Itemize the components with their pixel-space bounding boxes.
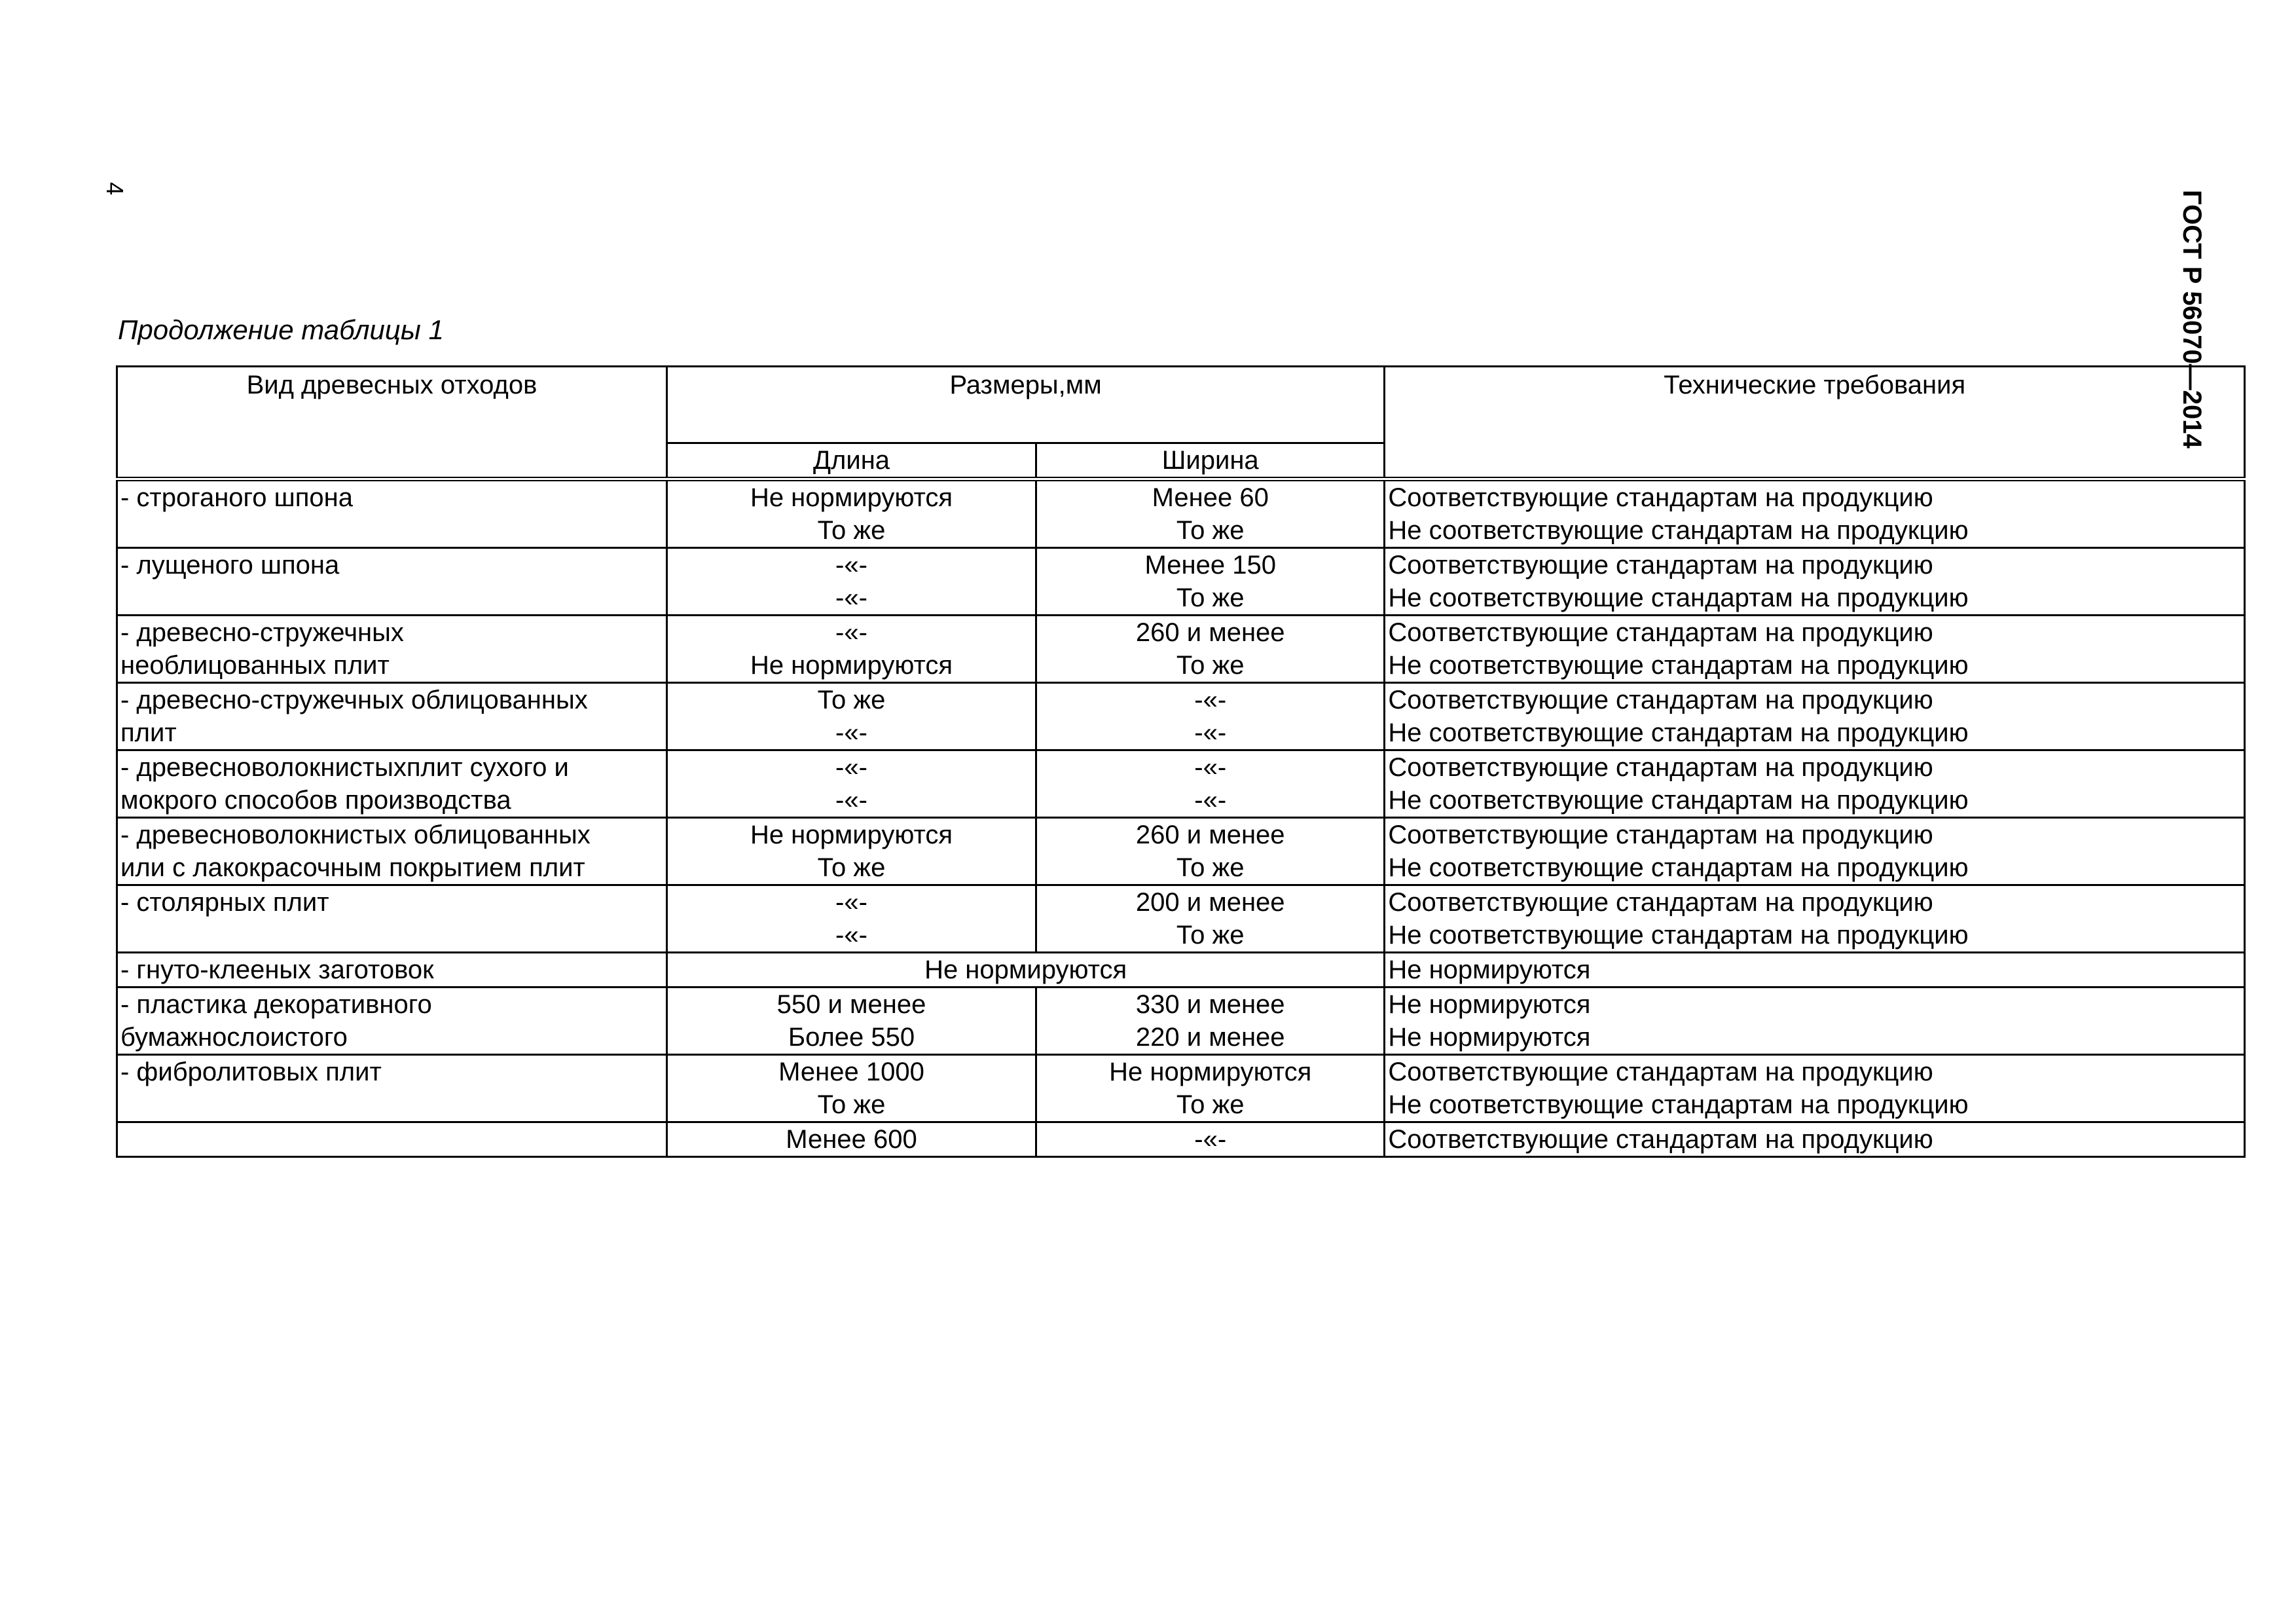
table-row [117, 479, 2245, 548]
cell-width-line: То же [1176, 583, 1245, 612]
header-requirements: Технические требования [1385, 367, 2245, 479]
cell-waste-type-line: - столярных плит [120, 888, 329, 917]
cell-requirements-line: Не соответствующие стандартам на продукцию [1388, 718, 1969, 747]
cell-length-line: Менее 600 [786, 1125, 917, 1154]
cell-length [666, 885, 1036, 953]
cell-requirements [1385, 1122, 2245, 1157]
cell-waste-type-line: плит [120, 718, 177, 747]
cell-length [666, 479, 1036, 548]
cell-width-line: 220 и менее [1135, 1023, 1285, 1052]
cell-waste-type [117, 548, 667, 616]
cell-length-line: Не нормируются [750, 483, 953, 512]
cell-waste-type [117, 818, 667, 885]
cell-waste-type [117, 1122, 667, 1157]
cell-width [1036, 818, 1385, 885]
table-row [117, 987, 2245, 1055]
cell-length-line: Более 550 [788, 1023, 915, 1052]
cell-width-line: 200 и менее [1135, 888, 1285, 917]
cell-waste-type [117, 683, 667, 750]
cell-requirements-line: Соответствующие стандартам на продукцию [1388, 753, 1933, 782]
table-row [117, 616, 2245, 683]
table-header-row [117, 367, 2245, 443]
cell-waste-type-line [120, 581, 663, 614]
cell-length-line: То же [817, 853, 886, 882]
cell-requirements-line: Не соответствующие стандартам на продукцию [1388, 853, 1969, 882]
cell-length-line: -«- [835, 753, 867, 782]
cell-length-line: -«- [835, 921, 867, 950]
cell-requirements-line: Не соответствующие стандартам на продукцию [1388, 651, 1969, 680]
header-length: Длина [666, 443, 1036, 479]
cell-waste-type-line: необлицованных плит [120, 651, 390, 680]
cell-length-line: То же [817, 1090, 886, 1119]
cell-length [666, 750, 1036, 818]
cell-width-line: Не нормируются [1109, 1058, 1312, 1086]
table-row [117, 953, 2245, 987]
table-row [117, 750, 2245, 818]
cell-waste-type-line: - древесно-стружечных [120, 618, 404, 647]
document-code: ГОСТ Р 56070—2014 [2178, 190, 2206, 449]
cell-length-line: -«- [835, 888, 867, 917]
cell-width [1036, 750, 1385, 818]
cell-requirements-line: Не нормируются [1388, 990, 1591, 1019]
cell-width [1036, 885, 1385, 953]
cell-waste-type-line: - древесноволокнистых облицованных [120, 821, 591, 849]
cell-requirements-line: Не соответствующие стандартам на продукцию [1388, 921, 1969, 950]
cell-length-line: Не нормируются [750, 651, 953, 680]
cell-waste-type [117, 1055, 667, 1122]
cell-length [666, 683, 1036, 750]
cell-size-merged-line: Не нормируются [924, 955, 1127, 984]
cell-waste-type-line: мокрого способов производства [120, 786, 511, 815]
cell-length-line: -«- [835, 718, 867, 747]
cell-requirements [1385, 885, 2245, 953]
cell-waste-type-line: - лущеного шпона [120, 551, 340, 580]
cell-waste-type-line: - пластика декоративного [120, 990, 432, 1019]
cell-waste-type-line: - строганого шпона [120, 483, 353, 512]
cell-requirements [1385, 987, 2245, 1055]
cell-width-line: То же [1176, 516, 1245, 545]
cell-width-line: -«- [1194, 718, 1227, 747]
cell-waste-type [117, 750, 667, 818]
cell-requirements-line: Не нормируются [1388, 1023, 1591, 1052]
cell-requirements-line: Соответствующие стандартам на продукцию [1388, 1058, 1933, 1086]
cell-length-line: То же [817, 516, 886, 545]
table-caption: Продолжение таблицы 1 [118, 314, 444, 345]
cell-waste-type-line [120, 1123, 663, 1156]
cell-requirements [1385, 616, 2245, 683]
cell-requirements [1385, 683, 2245, 750]
cell-length-line: Не нормируются [750, 821, 953, 849]
cell-requirements-line: Не соответствующие стандартам на продукцию [1388, 1090, 1969, 1119]
cell-width-line: 260 и менее [1135, 618, 1285, 647]
cell-length-line: -«- [835, 618, 867, 647]
cell-length-line: -«- [835, 583, 867, 612]
header-width: Ширина [1036, 443, 1385, 479]
cell-width-line: -«- [1194, 786, 1227, 815]
cell-width-line: То же [1176, 1090, 1245, 1119]
cell-waste-type [117, 953, 667, 987]
cell-waste-type-line: - древесно-стружечных облицованных [120, 686, 588, 714]
cell-waste-type-line [120, 1088, 663, 1121]
cell-width-line: То же [1176, 651, 1245, 680]
table-row [117, 683, 2245, 750]
cell-requirements-line: Соответствующие стандартам на продукцию [1388, 1125, 1933, 1154]
cell-requirements [1385, 818, 2245, 885]
cell-length-line: То же [817, 686, 886, 714]
cell-waste-type [117, 987, 667, 1055]
cell-width-line: Менее 60 [1152, 483, 1269, 512]
table-body [117, 479, 2245, 1157]
cell-requirements [1385, 548, 2245, 616]
cell-waste-type [117, 885, 667, 953]
cell-requirements [1385, 750, 2245, 818]
cell-waste-type-line [120, 919, 663, 951]
header-type: Вид древесных отходов [117, 367, 667, 479]
cell-waste-type-line: - гнуто-клееных заготовок [120, 955, 434, 984]
cell-width [1036, 548, 1385, 616]
cell-length-line: -«- [835, 786, 867, 815]
cell-width [1036, 987, 1385, 1055]
table-row [117, 548, 2245, 616]
cell-requirements-line: Не нормируются [1388, 955, 1591, 984]
cell-requirements [1385, 953, 2245, 987]
header-sizes: Размеры,мм [666, 367, 1384, 443]
cell-width-line: -«- [1194, 1125, 1227, 1154]
cell-waste-type-line: бумажнослоистого [120, 1023, 348, 1052]
cell-waste-type [117, 616, 667, 683]
cell-waste-type-line: - древесноволокнистыхплит сухого и [120, 753, 569, 782]
cell-requirements-line: Соответствующие стандартам на продукцию [1388, 483, 1933, 512]
cell-width [1036, 683, 1385, 750]
cell-requirements-line: Соответствующие стандартам на продукцию [1388, 551, 1933, 580]
cell-length [666, 1122, 1036, 1157]
cell-requirements-line: Не соответствующие стандартам на продукцию [1388, 583, 1969, 612]
cell-length [666, 1055, 1036, 1122]
cell-length [666, 616, 1036, 683]
cell-waste-type [117, 479, 667, 548]
cell-width [1036, 1055, 1385, 1122]
cell-width [1036, 479, 1385, 548]
cell-width [1036, 1122, 1385, 1157]
cell-width-line: То же [1176, 853, 1245, 882]
cell-width-line: 260 и менее [1135, 821, 1285, 849]
cell-width-line: -«- [1194, 753, 1227, 782]
table-row [117, 1055, 2245, 1122]
cell-waste-type-line: или с лакокрасочным покрытием плит [120, 853, 585, 882]
cell-length [666, 987, 1036, 1055]
cell-requirements [1385, 479, 2245, 548]
cell-width-line: То же [1176, 921, 1245, 950]
table-row [117, 1122, 2245, 1157]
cell-requirements-line: Соответствующие стандартам на продукцию [1388, 888, 1933, 917]
cell-length [666, 818, 1036, 885]
cell-waste-type-line: - фибролитовых плит [120, 1058, 382, 1086]
table-row [117, 885, 2245, 953]
cell-length-line: Менее 1000 [778, 1058, 924, 1086]
cell-width [1036, 616, 1385, 683]
cell-requirements-line: Не соответствующие стандартам на продукцию [1388, 786, 1969, 815]
cell-width-line: -«- [1194, 686, 1227, 714]
cell-requirements-line: Соответствующие стандартам на продукцию [1388, 821, 1933, 849]
cell-length-line: -«- [835, 551, 867, 580]
cell-waste-type-line [120, 514, 663, 547]
cell-requirements-line: Соответствующие стандартам на продукцию [1388, 686, 1933, 714]
cell-requirements-line: Соответствующие стандартам на продукцию [1388, 618, 1933, 647]
cell-length-line: 550 и менее [776, 990, 926, 1019]
cell-length [666, 548, 1036, 616]
page-number: 4 [101, 182, 128, 196]
cell-requirements-line: Не соответствующие стандартам на продукцию [1388, 516, 1969, 545]
waste-requirements-table [116, 365, 2246, 1158]
cell-width-line: 330 и менее [1135, 990, 1285, 1019]
cell-requirements [1385, 1055, 2245, 1122]
cell-size-merged [666, 953, 1384, 987]
cell-width-line: Менее 150 [1144, 551, 1276, 580]
table-row [117, 818, 2245, 885]
